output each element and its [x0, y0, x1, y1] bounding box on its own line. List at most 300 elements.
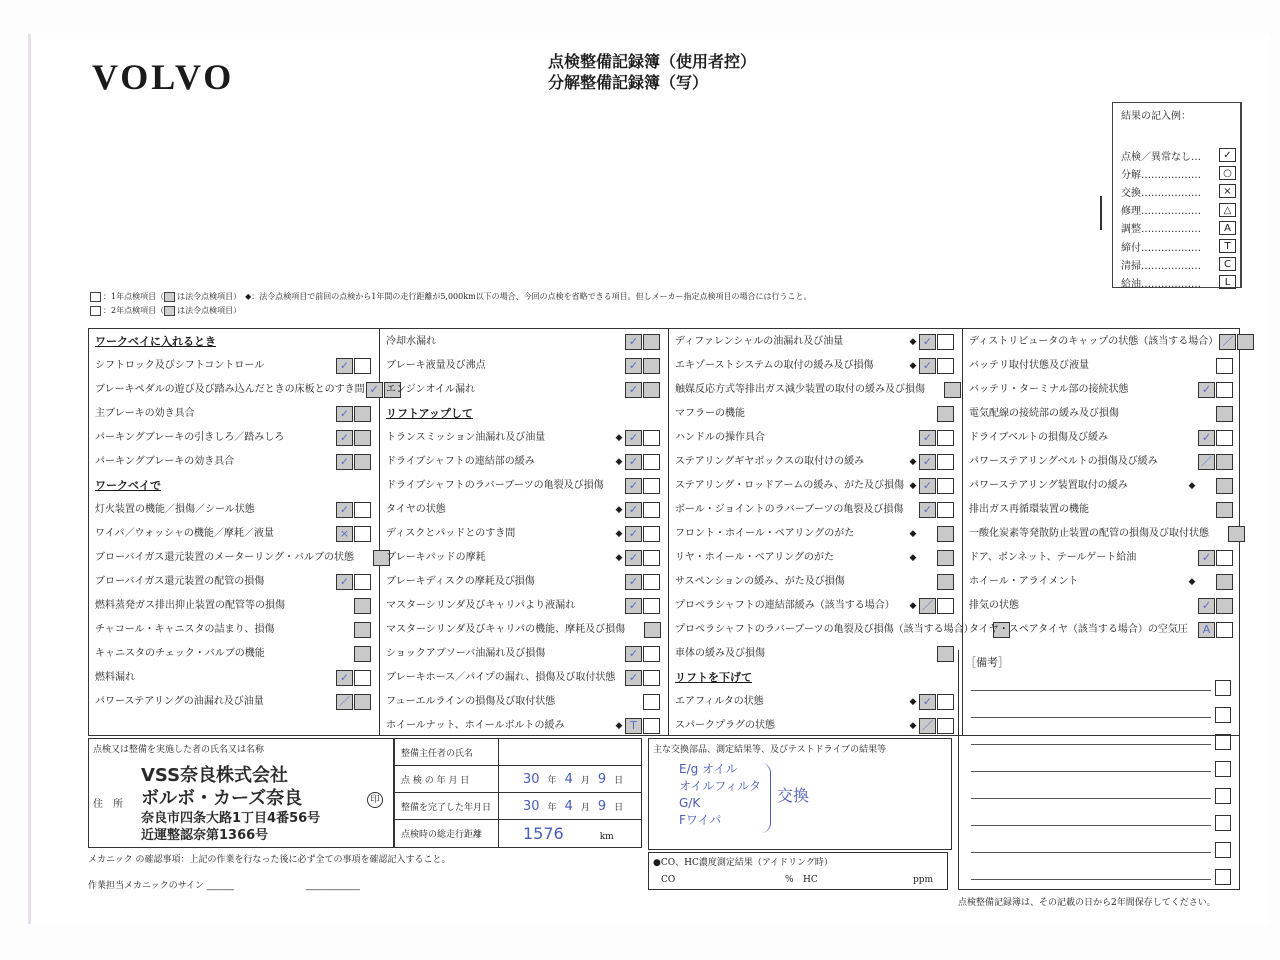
result-checkbox[interactable] [937, 574, 954, 590]
legend-heading: 結果の記入例： [1121, 111, 1191, 122]
parts-handwritten: E/g オイル オイルフィルタ G/K Fワイパ [679, 762, 761, 827]
remark-checkbox[interactable] [1215, 734, 1231, 750]
empty-slot [919, 526, 936, 542]
mileage: 1576 km [523, 824, 614, 843]
item-label: 排出ガス再循環装置の機能 [969, 503, 1089, 515]
result-checkbox[interactable]: ✓ [336, 430, 353, 446]
item-label: 燃料漏れ [95, 671, 135, 683]
remark-line[interactable] [971, 798, 1211, 799]
address-label: 住 所 [93, 799, 123, 810]
done-date: 30 年 4 月 9 日 [523, 798, 624, 814]
result-checkbox[interactable]: ✓ [625, 646, 642, 662]
remark-checkbox[interactable] [1215, 761, 1231, 777]
result-checkbox[interactable]: ✓ [336, 454, 353, 470]
legend-mark: ✓ [1219, 148, 1236, 162]
result-boxes [1197, 406, 1233, 422]
inspection-item [380, 354, 668, 377]
inspection-item [89, 570, 379, 593]
result-boxes [1197, 598, 1233, 614]
result-boxes [624, 478, 660, 494]
inspection-item [89, 690, 379, 713]
empty-slot [336, 622, 353, 638]
inspection-item [89, 594, 379, 617]
item-label: ディスクとパッドとのすき間 [386, 527, 516, 539]
diamond-icon: ◆ [615, 456, 623, 467]
result-checkbox[interactable]: ✓ [919, 478, 936, 494]
result-boxes [918, 358, 954, 374]
item-label: ディストリビュータのキャップの状態（該当する場合） [969, 335, 1219, 347]
item-label: 一酸化炭素等発散防止装置の配管の損傷及び取付状態 [969, 527, 1209, 539]
item-label: 主ブレーキの効き具合 [95, 407, 195, 419]
diamond-icon: ◆ [615, 504, 623, 515]
result-boxes [918, 334, 954, 350]
empty-slot [336, 646, 353, 662]
item-label: 灯火装置の機能／損傷／シール状態 [95, 503, 255, 515]
result-checkbox[interactable]: ✓ [336, 670, 353, 686]
inspection-item [89, 642, 379, 665]
remark-line[interactable] [971, 852, 1211, 853]
action-text: 交換 [777, 786, 810, 805]
inspection-item [669, 618, 974, 641]
company-stamp: VSS奈良株式会社 [141, 765, 289, 786]
empty-slot [1198, 502, 1215, 518]
result-checkbox[interactable]: T [625, 718, 642, 734]
result-checkbox[interactable]: ／ [1198, 454, 1215, 470]
result-checkbox[interactable] [354, 598, 371, 614]
inspection-item [669, 354, 962, 377]
result-checkbox[interactable]: ✓ [919, 358, 936, 374]
result-checkbox[interactable] [643, 478, 660, 494]
result-checkbox[interactable]: ✓ [625, 574, 642, 590]
result-checkbox[interactable]: ✓ [1198, 598, 1215, 614]
empty-slot [919, 574, 936, 590]
inspection-item [380, 522, 668, 545]
co-label: ●CO、HC濃度測定結果（アイドリング時） [653, 858, 833, 868]
inspection-item [963, 402, 1241, 425]
note-2a: ：2年点検項目（ [103, 306, 165, 315]
inspection-item [89, 450, 379, 473]
legend-row [1121, 146, 1240, 164]
result-checkbox[interactable] [1228, 526, 1245, 542]
inspection-item [669, 642, 962, 665]
inspection-item [669, 474, 962, 497]
empty-slot [1198, 478, 1215, 494]
legend-row [1121, 219, 1240, 237]
diamond-icon: ◆ [909, 480, 917, 491]
remark-checkbox[interactable] [1215, 869, 1231, 885]
diamond-icon: ◆ [909, 552, 917, 563]
inspection-item [669, 402, 962, 425]
result-checkbox[interactable] [643, 646, 660, 662]
diamond-icon: ◆ [909, 336, 917, 347]
result-boxes [335, 358, 371, 374]
result-boxes [918, 430, 954, 446]
item-label: パワーステアリングの油漏れ及び油量 [95, 695, 264, 707]
result-checkbox[interactable] [643, 694, 660, 710]
legend-label: 締付……………… [1121, 242, 1201, 254]
result-checkbox[interactable] [643, 334, 660, 350]
result-boxes [335, 670, 371, 686]
result-checkbox[interactable]: ／ [919, 598, 936, 614]
legend-row [1121, 237, 1240, 255]
item-label: シフトロック及びシフトコントロール [95, 359, 265, 371]
diamond-icon: ◆ [909, 456, 917, 467]
legend-label: 調整……………… [1121, 224, 1201, 236]
item-label: チャコール・キャニスタの詰まり、損傷 [95, 623, 275, 635]
remark-checkbox[interactable] [1215, 842, 1231, 858]
result-boxes [624, 574, 660, 590]
parts-panel [648, 738, 952, 850]
result-checkbox[interactable] [643, 670, 660, 686]
result-checkbox[interactable] [354, 502, 371, 518]
result-checkbox[interactable] [937, 598, 954, 614]
result-boxes [1197, 454, 1233, 470]
item-label: プロペラシャフトの連結部緩み（該当する場合） [675, 599, 895, 611]
item-label: 冷却水漏れ [386, 335, 436, 347]
result-boxes [624, 454, 660, 470]
result-checkbox[interactable]: ／ [919, 718, 936, 734]
remark-checkbox[interactable] [1215, 707, 1231, 723]
result-checkbox[interactable] [354, 358, 371, 374]
item-label: ブレーキホース／パイプの漏れ、損傷及び取付状態 [386, 671, 616, 683]
result-checkbox[interactable] [1216, 406, 1233, 422]
remark-line[interactable] [971, 717, 1211, 718]
section-header [669, 666, 962, 689]
result-boxes [335, 406, 371, 422]
co-panel [648, 852, 948, 890]
result-checkbox[interactable]: ✓ [336, 574, 353, 590]
inspection-item [89, 618, 379, 641]
ppm-unit: ppm [913, 875, 934, 885]
result-boxes [925, 382, 961, 398]
item-label: 排気の状態 [969, 599, 1019, 611]
remarks-panel [958, 650, 1240, 890]
result-checkbox[interactable]: ✓ [625, 502, 642, 518]
inspection-item [380, 450, 668, 473]
item-label: ステアリングギヤボックスの取付けの緩み [675, 455, 865, 467]
result-boxes [918, 574, 954, 590]
result-checkbox[interactable] [643, 382, 660, 398]
item-label: パーキングブレーキの効き具合 [95, 455, 235, 467]
result-checkbox[interactable] [1216, 622, 1233, 638]
result-boxes [1218, 334, 1254, 350]
legend-mark: ○ [1219, 166, 1236, 180]
legend-row [1121, 255, 1240, 273]
item-label: ワークベイに入れるとき [95, 334, 216, 348]
result-checkbox[interactable]: ✓ [625, 358, 642, 374]
result-boxes [625, 622, 661, 638]
result-boxes [624, 430, 660, 446]
result-checkbox[interactable] [643, 526, 660, 542]
shop-stamp: ボルボ・カーズ奈良 [141, 788, 303, 809]
item-label: リフトを下げて [675, 670, 752, 684]
remark-line[interactable] [971, 879, 1211, 880]
result-boxes [1197, 550, 1233, 566]
owner-label: 点検又は整備を実施した者の氏名又は名称 [93, 745, 265, 755]
remark-line[interactable] [971, 825, 1211, 826]
result-checkbox[interactable] [937, 478, 954, 494]
inspection-column [380, 329, 669, 735]
result-checkbox[interactable] [643, 502, 660, 518]
inspection-item [963, 594, 1241, 617]
result-checkbox[interactable] [937, 526, 954, 542]
result-checkbox[interactable] [354, 574, 371, 590]
result-checkbox[interactable]: ✓ [625, 334, 642, 350]
result-boxes [918, 502, 954, 518]
inspection-item [669, 546, 962, 569]
result-checkbox[interactable] [1216, 550, 1233, 566]
result-checkbox[interactable]: ✓ [1198, 550, 1215, 566]
note-1a: ：1年点検項目（ [103, 292, 165, 301]
item-label: ホイール・アライメント [969, 575, 1079, 587]
result-checkbox[interactable]: ✓ [919, 454, 936, 470]
cert-stamp: 近運整認奈第1366号 [141, 828, 269, 843]
result-checkbox[interactable] [1216, 454, 1233, 470]
result-checkbox[interactable] [354, 670, 371, 686]
result-checkbox[interactable]: ✓ [625, 670, 642, 686]
result-boxes [624, 358, 660, 374]
result-checkbox[interactable]: ✓ [366, 382, 383, 398]
title-line-2: 分解整備記録簿（写） [548, 73, 709, 92]
result-checkbox[interactable]: ✓ [625, 598, 642, 614]
result-boxes [335, 430, 371, 446]
result-checkbox[interactable] [1216, 598, 1233, 614]
inspection-item [380, 666, 668, 689]
result-boxes [335, 646, 371, 662]
inspection-item [89, 546, 379, 569]
item-label: パーキングブレーキの引きしろ／踏みしろ [95, 431, 285, 443]
result-checkbox[interactable]: ✓ [336, 358, 353, 374]
result-boxes [918, 406, 954, 422]
remarks-label: ［備考］ [965, 656, 1009, 669]
remark-checkbox[interactable] [1215, 815, 1231, 831]
diamond-icon: ◆ [615, 432, 623, 443]
diamond-icon: ◆ [615, 552, 623, 563]
inspection-item [89, 498, 379, 521]
inspection-item [89, 666, 379, 689]
item-label: ボール・ジョイントのラバーブーツの亀裂及び損傷 [675, 503, 904, 515]
item-label: ワイパ／ウォッシャの機能／摩耗／液量 [95, 527, 274, 539]
remark-line[interactable] [971, 744, 1211, 745]
inspection-item [669, 450, 962, 473]
result-checkbox[interactable] [643, 598, 660, 614]
inspection-item [380, 642, 668, 665]
item-label: ワークベイで [95, 478, 161, 492]
result-checkbox[interactable]: ✓ [336, 502, 353, 518]
result-checkbox[interactable] [643, 574, 660, 590]
result-checkbox[interactable] [1216, 382, 1233, 398]
inspection-item [89, 522, 379, 545]
result-boxes [1197, 430, 1233, 446]
item-label: ショックアブソーバ油漏れ及び損傷 [386, 647, 546, 659]
result-boxes [1197, 358, 1233, 374]
inspection-item [669, 426, 962, 449]
check-box-icon [90, 306, 101, 316]
result-checkbox[interactable] [643, 550, 660, 566]
result-checkbox[interactable] [937, 454, 954, 470]
item-label: エアフィルタの状態 [675, 695, 764, 707]
result-boxes [1197, 622, 1233, 638]
legend-label: 交換……………… [1121, 187, 1201, 199]
item-label: ハンドルの操作具合 [675, 431, 765, 443]
item-label: ステアリング・ロッドアームの緩み、がた及び損傷 [675, 479, 904, 491]
result-boxes [918, 550, 954, 566]
result-boxes [1209, 526, 1245, 542]
result-boxes [1197, 478, 1233, 494]
empty-slot [919, 406, 936, 422]
inspection-item [963, 546, 1241, 569]
result-boxes [918, 526, 954, 542]
section-header [380, 402, 668, 425]
inspection-item [963, 330, 1241, 353]
result-checkbox[interactable] [1216, 358, 1233, 374]
item-label: 車体の緩み及び損傷 [675, 647, 765, 659]
result-checkbox[interactable] [354, 646, 371, 662]
result-checkbox[interactable] [1216, 430, 1233, 446]
result-checkbox[interactable] [1216, 478, 1233, 494]
inspection-item [963, 570, 1241, 593]
legend-row [1121, 201, 1240, 219]
remark-line[interactable] [971, 771, 1211, 772]
co-unit: CO [661, 875, 676, 885]
result-checkbox[interactable]: ／ [336, 694, 353, 710]
check-box-icon [90, 292, 101, 302]
item-label: ブローバイガス還元装置の配管の損傷 [95, 575, 265, 587]
result-checkbox[interactable]: ✓ [919, 430, 936, 446]
item-label: バッテリ取付状態及び液量 [969, 359, 1089, 371]
result-checkbox[interactable] [644, 622, 661, 638]
result-checkbox[interactable]: ✓ [919, 694, 936, 710]
result-checkbox[interactable] [1216, 502, 1233, 518]
result-checkbox[interactable]: ✓ [625, 382, 642, 398]
diamond-icon: ◆ [1188, 576, 1196, 587]
result-checkbox[interactable] [354, 406, 371, 422]
remark-line[interactable] [971, 690, 1211, 691]
result-checkbox[interactable] [937, 406, 954, 422]
item-label: ホイールナット、ホイールボルトの緩み [386, 719, 565, 731]
item-label: ブレーキペダルの遊び及び踏み込んだときの床板とのすき間 [95, 383, 365, 395]
legend-label: 分解……………… [1121, 169, 1201, 181]
result-checkbox[interactable] [643, 718, 660, 734]
result-boxes [624, 718, 660, 734]
remark-checkbox[interactable] [1215, 788, 1231, 804]
result-checkbox[interactable] [354, 454, 371, 470]
item-label: フューエルラインの損傷及び取付状態 [386, 695, 556, 707]
sign-label: 作業担当メカニックのサイン ______ ____________ [88, 881, 360, 891]
item-label: ドライブシャフトの連結部の緩み [386, 455, 535, 467]
result-checkbox[interactable]: A [1198, 622, 1215, 638]
result-checkbox[interactable]: ✓ [336, 406, 353, 422]
note-1c: ◆：法令点検項目で前回の点検から1年間の走行距離が5,000km以下の場合、今回の点検を省略できる項目。但しメーカー指定点検項目の場合には行うこと。 [245, 292, 812, 301]
result-checkbox[interactable] [354, 430, 371, 446]
result-checkbox[interactable] [937, 646, 954, 662]
item-label: プロペラシャフトのラバーブーツの亀裂及び損傷（該当する場合） [675, 623, 974, 635]
result-boxes [918, 646, 954, 662]
volvo-logo: VOLVO [92, 57, 235, 97]
result-checkbox[interactable] [937, 694, 954, 710]
item-label: フロント・ホイール・ベアリングのがた [675, 527, 855, 539]
result-checkbox[interactable] [354, 526, 371, 542]
result-checkbox[interactable]: ✓ [1198, 382, 1215, 398]
result-checkbox[interactable] [944, 382, 961, 398]
inspection-item [963, 522, 1241, 545]
result-boxes [1197, 502, 1233, 518]
result-checkbox[interactable]: ✓ [625, 478, 642, 494]
empty-slot [919, 646, 936, 662]
item-label: エキゾーストシステムの取付の緩み及び損傷 [675, 359, 874, 371]
result-checkbox[interactable] [354, 622, 371, 638]
result-checkbox[interactable] [643, 430, 660, 446]
result-checkbox[interactable] [643, 358, 660, 374]
result-checkbox[interactable] [937, 334, 954, 350]
item-label: ディファレンシャルの油漏れ及び油量 [675, 335, 844, 347]
legend-mark: T [1219, 239, 1236, 253]
result-checkbox[interactable] [354, 694, 371, 710]
result-checkbox[interactable] [937, 430, 954, 446]
result-checkbox[interactable]: ✓ [1198, 430, 1215, 446]
result-checkbox[interactable] [937, 718, 954, 734]
result-checkbox[interactable] [937, 358, 954, 374]
inspection-item [963, 426, 1241, 449]
result-checkbox[interactable]: ✓ [919, 502, 936, 518]
empty-slot [1198, 358, 1215, 374]
result-checkbox[interactable]: ✓ [919, 334, 936, 350]
item-label: マスターシリンダ及びキャリパの機能、摩耗及び損傷 [386, 623, 626, 635]
chief-label: 整備主任者の氏名 [395, 739, 499, 765]
result-checkbox[interactable] [937, 502, 954, 518]
result-boxes [918, 598, 954, 614]
result-checkbox[interactable]: ✓ [625, 550, 642, 566]
result-boxes [918, 454, 954, 470]
result-checkbox[interactable]: ／ [1219, 334, 1236, 350]
section-header [89, 330, 379, 353]
owner-panel [88, 738, 394, 848]
item-label: ブローバイガス還元装置のメーターリング・バルブの状態 [95, 551, 354, 563]
inspection-item [963, 450, 1241, 473]
result-boxes [335, 574, 371, 590]
inspection-item [380, 426, 668, 449]
result-checkbox[interactable]: × [336, 526, 353, 542]
item-label: ブレーキパッドの摩耗 [386, 551, 486, 563]
result-checkbox[interactable] [937, 550, 954, 566]
inspection-item [380, 618, 668, 641]
item-label: ドア、ボンネット、テールゲート給油 [969, 551, 1137, 563]
result-checkbox[interactable] [1216, 574, 1233, 590]
result-checkbox[interactable] [643, 454, 660, 470]
pct-unit: % [785, 875, 794, 885]
inspection-item [89, 426, 379, 449]
remark-checkbox[interactable] [1215, 680, 1231, 696]
legend-mark: × [1219, 184, 1236, 198]
result-checkbox[interactable] [1237, 334, 1254, 350]
inspection-item [669, 330, 962, 353]
result-checkbox[interactable]: ✓ [625, 526, 642, 542]
item-label: 電気配線の接続部の緩み及び損傷 [969, 407, 1119, 419]
legend-mark: △ [1219, 203, 1236, 217]
result-boxes [624, 334, 660, 350]
result-boxes [335, 622, 371, 638]
inspection-item [380, 378, 668, 401]
result-checkbox[interactable]: ✓ [625, 430, 642, 446]
inspection-item [963, 378, 1241, 401]
result-boxes [624, 694, 660, 710]
form-title [548, 51, 756, 93]
legend-mark: C [1219, 257, 1236, 271]
inspection-item [669, 522, 962, 545]
inspection-item [380, 474, 668, 497]
result-checkbox[interactable]: ✓ [625, 454, 642, 470]
mileage-label: 点検時の総走行距離 [395, 820, 499, 847]
